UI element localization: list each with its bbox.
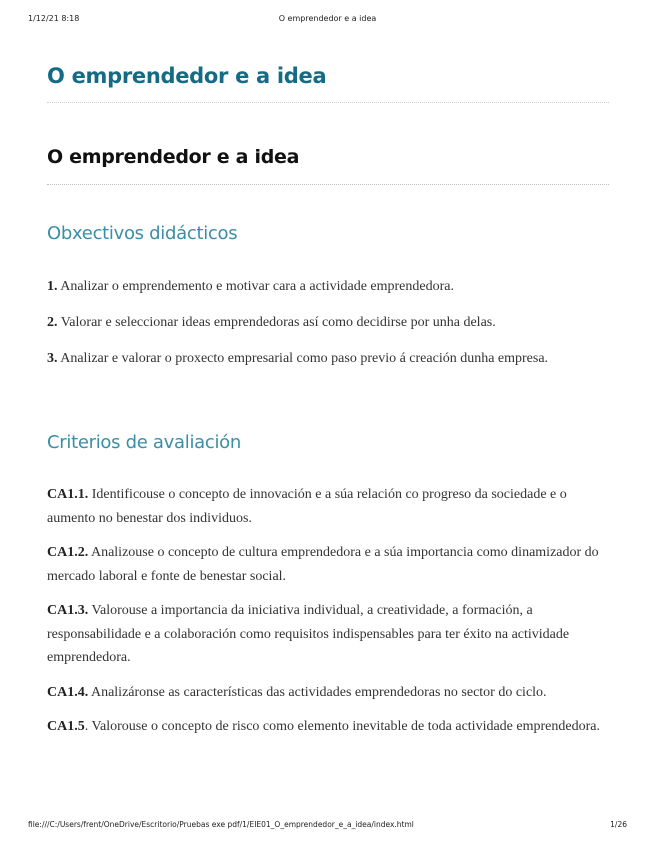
- objective-item: [47, 276, 609, 298]
- criterion-text: Valorouse a importancia da iniciativa individual, a creatividade, a formación, a responsabilidade e a colaboración como requisitos indispensables para ter éxito na actividade emprendedora.: [47, 603, 570, 665]
- objective-number: 2.: [47, 315, 58, 330]
- objective-text: Analizar o emprendemento e motivar cara a actividade emprendedora.: [57, 279, 454, 294]
- criterion-code: CA1.2.: [47, 545, 89, 560]
- criterion-text: Identificouse o concepto de innovación e a súa relación co progreso da sociedade e o aumento no benestar dos individuos.: [47, 487, 567, 526]
- print-footer: [28, 820, 627, 832]
- document-content: [47, 60, 609, 750]
- criterion-item: [47, 483, 609, 530]
- criterion-item: [47, 681, 609, 705]
- criteria-list: [47, 483, 609, 739]
- criterion-code: CA1.5: [47, 719, 85, 734]
- document-title: O emprendedor e a idea: [47, 60, 609, 103]
- file-path: file:///C:/Users/frent/OneDrive/Escritorio/Pruebas exe pdf/1/EIE01_O_emprendedor_e_a_idea/index.html: [28, 820, 414, 829]
- objective-item: [47, 312, 609, 334]
- criterion-item: [47, 541, 609, 588]
- criterion-item: [47, 715, 609, 739]
- objective-text: Analizar e valorar o proxecto empresarial como paso previo á creación dunha empresa.: [57, 351, 549, 366]
- objectives-list: [47, 276, 609, 370]
- criterion-text: Analizáronse as características das actividades emprendedoras no sector do ciclo.: [88, 684, 547, 700]
- objective-text: Valorar e seleccionar ideas emprendedoras así como decidirse por unha delas.: [57, 315, 496, 330]
- print-datetime: 1/12/21 8:18: [28, 14, 80, 23]
- section-title: O emprendedor e a idea: [47, 103, 609, 185]
- criterion-code: CA1.1.: [47, 487, 89, 502]
- criterion-item: [47, 599, 609, 670]
- objective-number: 1.: [47, 279, 58, 294]
- criteria-heading: Criterios de avaliación: [47, 432, 242, 453]
- objectives-heading: Obxectivos didácticos: [47, 223, 238, 244]
- criterion-code: CA1.4.: [47, 684, 89, 700]
- print-page-title: O emprendedor e a idea: [278, 14, 377, 23]
- criterion-text: Analizouse o concepto de cultura emprendedora e a súa importancia como dinamizador do mercado laboral e fonte de benestar social.: [47, 545, 599, 584]
- objective-number: 3.: [47, 351, 58, 366]
- page-number: 1/26: [610, 820, 627, 829]
- criterion-code: CA1.3.: [47, 603, 89, 618]
- criterion-text: . Valorouse o concepto de risco como elemento inevitable de toda actividade emprendedora.: [84, 719, 600, 734]
- objective-item: [47, 348, 609, 370]
- print-header: [28, 14, 627, 26]
